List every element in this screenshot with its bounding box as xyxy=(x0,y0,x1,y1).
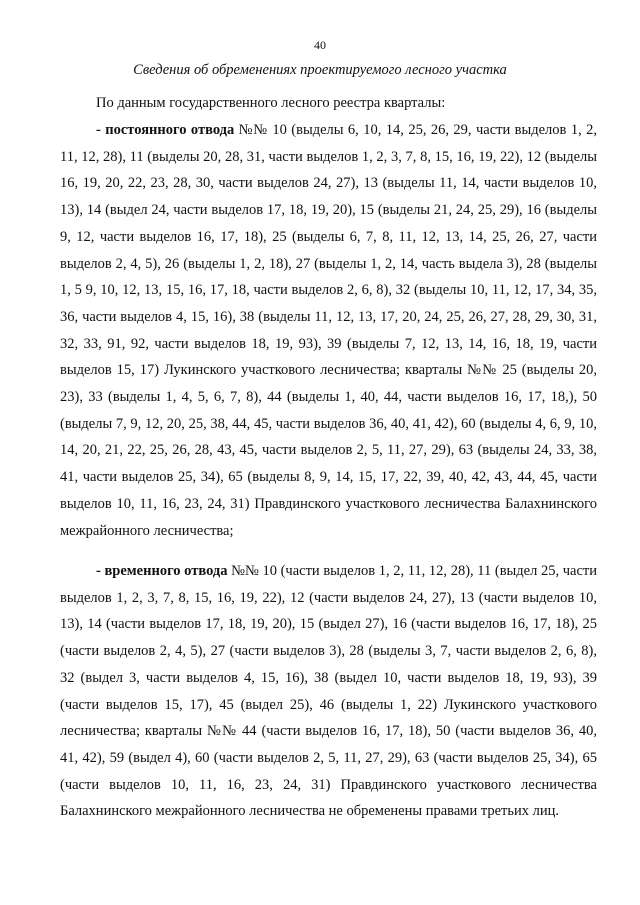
temporary-allotment-lead: - временного отвода xyxy=(96,563,228,579)
permanent-allotment-lead: - постоянного отвода xyxy=(96,122,235,138)
temporary-allotment-text: №№ 10 (части выделов 1, 2, 11, 12, 28), 11 (выдел 25, части выделов 1, 2, 3, 7, 8, 15, 16, 19, 22), 12 (части выделов 24, 27), 13 (части выделов 10, 13), 14 (части выделов 17, 18, 19, 20), 15 (выдел 27), 16 (части выделов 16, 17, 18), 25 (части выделов 2, 4, 5), 27 (части выделов 3), 28 (выделы 3, 7, части выделов 2, 6, 8), 32 (выдел 3, части выделов 4, 15, 16), 38 (выдел 10, части выделов 18, 19, 93), 39 (части выделов 15, 17), 45 (выдел 25), 46 (выделы 1, 22) Лукинского участкового лесничества; кварталы №№ 44 (части выделов 16, 17, 18), 50 (части выделов 36, 40, 41, 42), 59 (выдел 4), 60 (части выделов 2, 5, 11, 27, 29), 63 (части выделов 25, 34), 65 (части выделов 10, 11, 16, 23, 24, 31) Правдинского участкового лесничества Балахнинского межрайонного лесничества не обременены правами третьих лиц. xyxy=(60,563,597,820)
page-number: 40 xyxy=(314,38,326,52)
temporary-allotment-paragraph xyxy=(60,558,597,825)
section-heading: Сведения об обременениях проектируемого лесного участка xyxy=(133,62,507,78)
permanent-allotment-text: №№ 10 (выделы 6, 10, 14, 25, 26, 29, части выделов 1, 2, 11, 12, 28), 11 (выделы 20, 28, 31, части выделов 1, 2, 3, 7, 8, 15, 16, 19, 22), 12 (выделы 16, 19, 20, 22, 23, 28, 30, части выделов 24, 27), 13 (выделы 11, 14, части выделов 10, 13), 14 (выдел 24, части выделов 17, 18, 19, 20), 15 (выделы 21, 24, 25, 29), 16 (выделы 9, 12, части выделов 16, 17, 18), 25 (выделы 6, 7, 8, 11, 12, 13, 14, 25, 26, 27, части выделов 2, 4, 5), 26 (выделы 1, 2, 18), 27 (выделы 1, 2, 14, часть выдела 3), 28 (выделы 1, 5 9, 10, 12, 13, 15, 16, 17, 18, части выделов 2, 6, 8), 32 (выделы 10, 11, 12, 17, 34, 35, 36, части выделов 4, 15, 16), 38 (выделы 11, 12, 13, 17, 20, 24, 25, 26, 27, 28, 29, 30, 31, 32, 33, 91, 92, части выделов 18, 19, 93), 39 (выделы 7, 12, 13, 14, 16, 18, 19, части выделов 15, 17) Лукинского участкового лесничества; кварталы №№ 25 (выделы 20, 23), 33 (выделы 1, 4, 5, 6, 7, 8), 44 (выделы 1, 40, 44, части выделов 16, 17, 18,), 50 (выделы 7, 9, 12, 20, 25, 38, 44, 45, части выделов 36, 40, 41, 42), 60 (выделы 4, 6, 9, 10, 14, 20, 21, 22, 25, 26, 28, 43, 45, части выделов 2, 5, 11, 27, 29), 63 (выделы 24, 33, 38, 41, части выделов 25, 34), 65 (выделы 8, 9, 14, 15, 17, 22, 39, 40, 42, 43, 44, 45, части выделов 10, 11, 16, 23, 24, 31) Правдинского участкового лесничества Балахнинского межрайонного лесничества; xyxy=(60,122,597,539)
intro-paragraph: По данным государственного лесного реестра кварталы: xyxy=(96,95,446,111)
permanent-allotment-paragraph xyxy=(60,117,597,544)
